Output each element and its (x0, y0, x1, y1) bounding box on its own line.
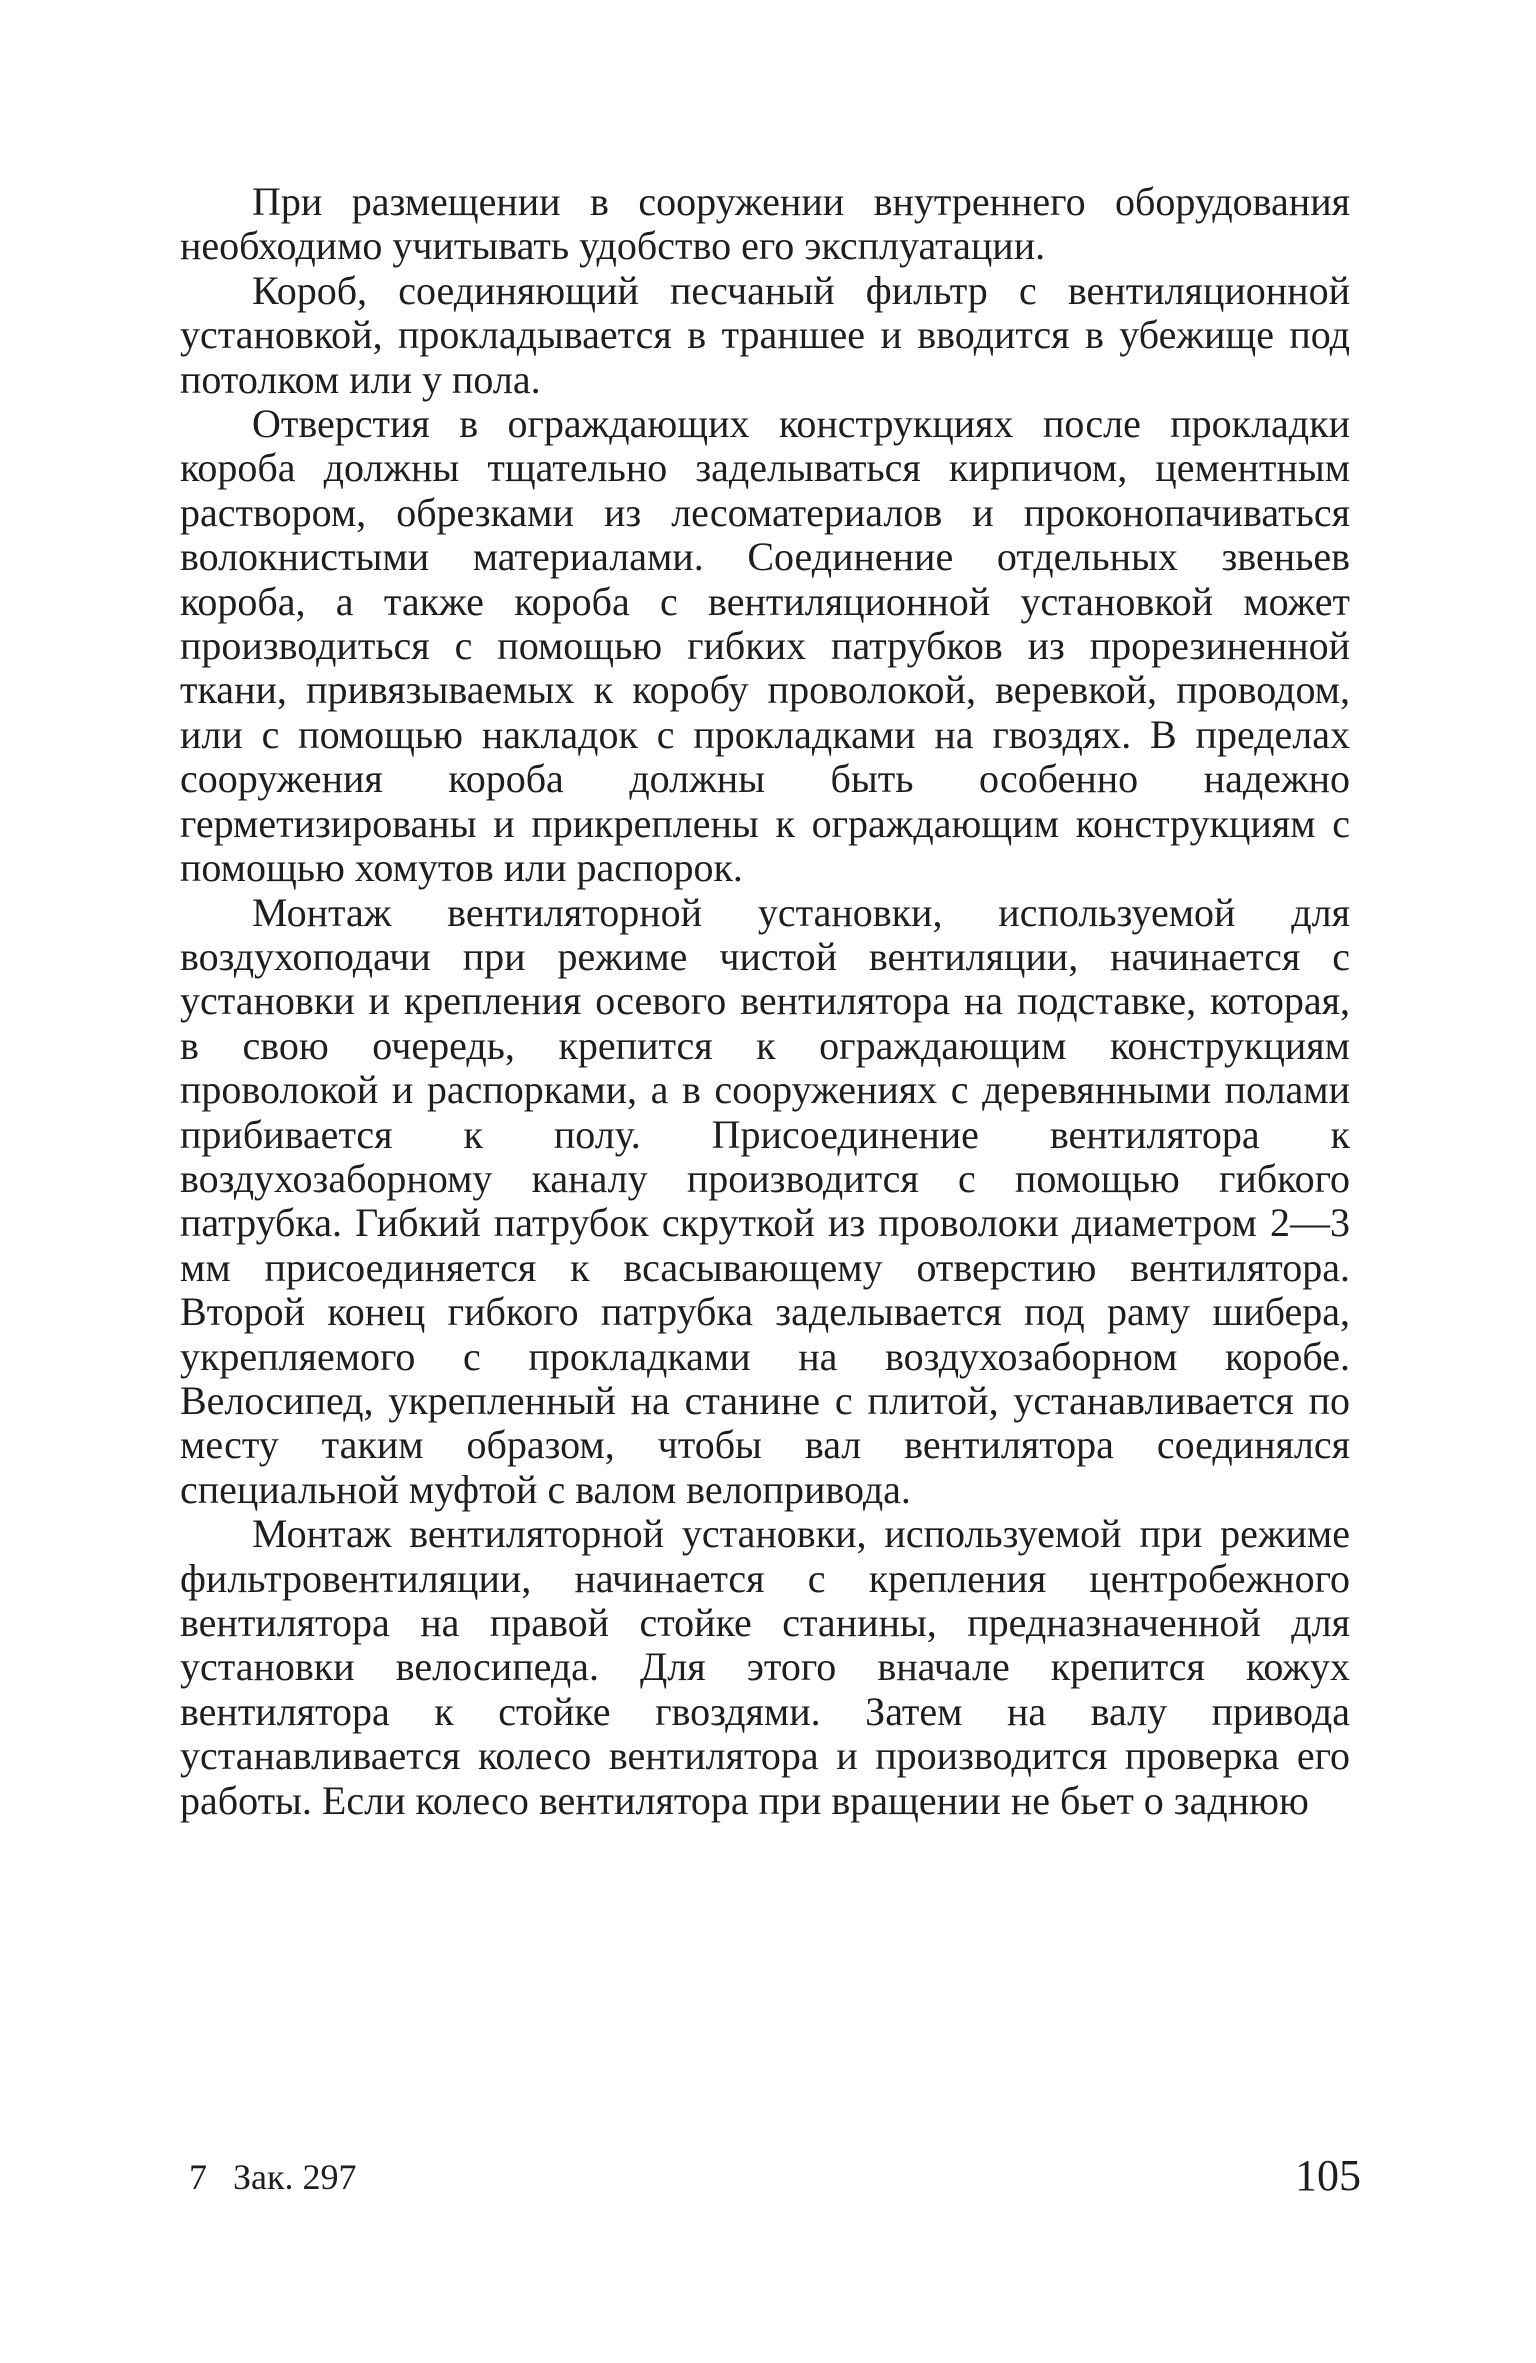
page-number: 105 (1295, 2151, 1361, 2200)
printer-signature (189, 2156, 357, 2198)
order-code: Зак. 297 (233, 2157, 357, 2197)
paragraph-equipment-placement: При размещении в сооружении внутреннего оборудования необходимо учитывать удобство его эксплуатации. (180, 179, 1350, 269)
page-footer (189, 2150, 1361, 2200)
paragraph-clean-ventilation-mounting: Монтаж вентиляторной установки, используемой для воздухоподачи при режиме чистой вентиляции, начинается с установки и крепления осевого вентилятора на подставке, которая, в свою очередь, крепится к ограждающим конструкциям проволокой и распорками, а в сооружениях с деревянными полами прибивается к полу. Присоединение вентилятора к воздухозаборному каналу производится с помощью гибкого патрубка. Гибкий патрубок скруткой из проволоки диаметром 2—3 мм присоединяется к всасывающему отверстию вентилятора. Второй конец гибкого патрубка заделывается под раму шибера, укрепляемого с прокладками на воздухозаборном коробе. Велосипед, укрепленный на станине с плитой, устанавливается по месту таким образом, чтобы вал вентилятора соединялся специальной муфтой с валом велопривода. (180, 889, 1350, 1512)
paragraph-filter-ventilation-mounting: Монтаж вентиляторной установки, используемой при режиме фильтровентиляции, начинается с крепления центробежного вентилятора на правой стойке станины, предназначенной для установки велосипеда. Для этого вначале крепится кожух вентилятора к стойке гвоздями. Затем на валу привода устанавливается колесо вентилятора и производится проверка его работы. Если колесо вентилятора при вращении не бьет о заднюю (180, 1511, 1350, 1823)
body-text (180, 180, 1350, 1823)
paragraph-openings-sealing: Отверстия в ограждающих конструкциях после прокладки короба должны тщательно заделываться кирпичом, цементным раствором, обрезками из лесоматериалов и проконопачиваться волокнистыми материалами. Соединение отдельных звеньев короба, а также короба с вентиляционной установкой может производиться с помощью гибких патрубков из прорезиненной ткани, привязываемых к коробу проволокой, веревкой, проводом, или с помощью накладок с прокладками на гвоздях. В пределах сооружения короба должны быть особенно надежно герметизированы и прикреплены к ограждающим конструкциям с помощью хомутов или распорок. (180, 401, 1350, 891)
paragraph-duct-routing: Короб, соединяющий песчаный фильтр с вентиляционной установкой, прокладывается в траншее и вводится в убежище под потолком или у пола. (180, 267, 1350, 402)
signature-number: 7 (189, 2157, 207, 2197)
